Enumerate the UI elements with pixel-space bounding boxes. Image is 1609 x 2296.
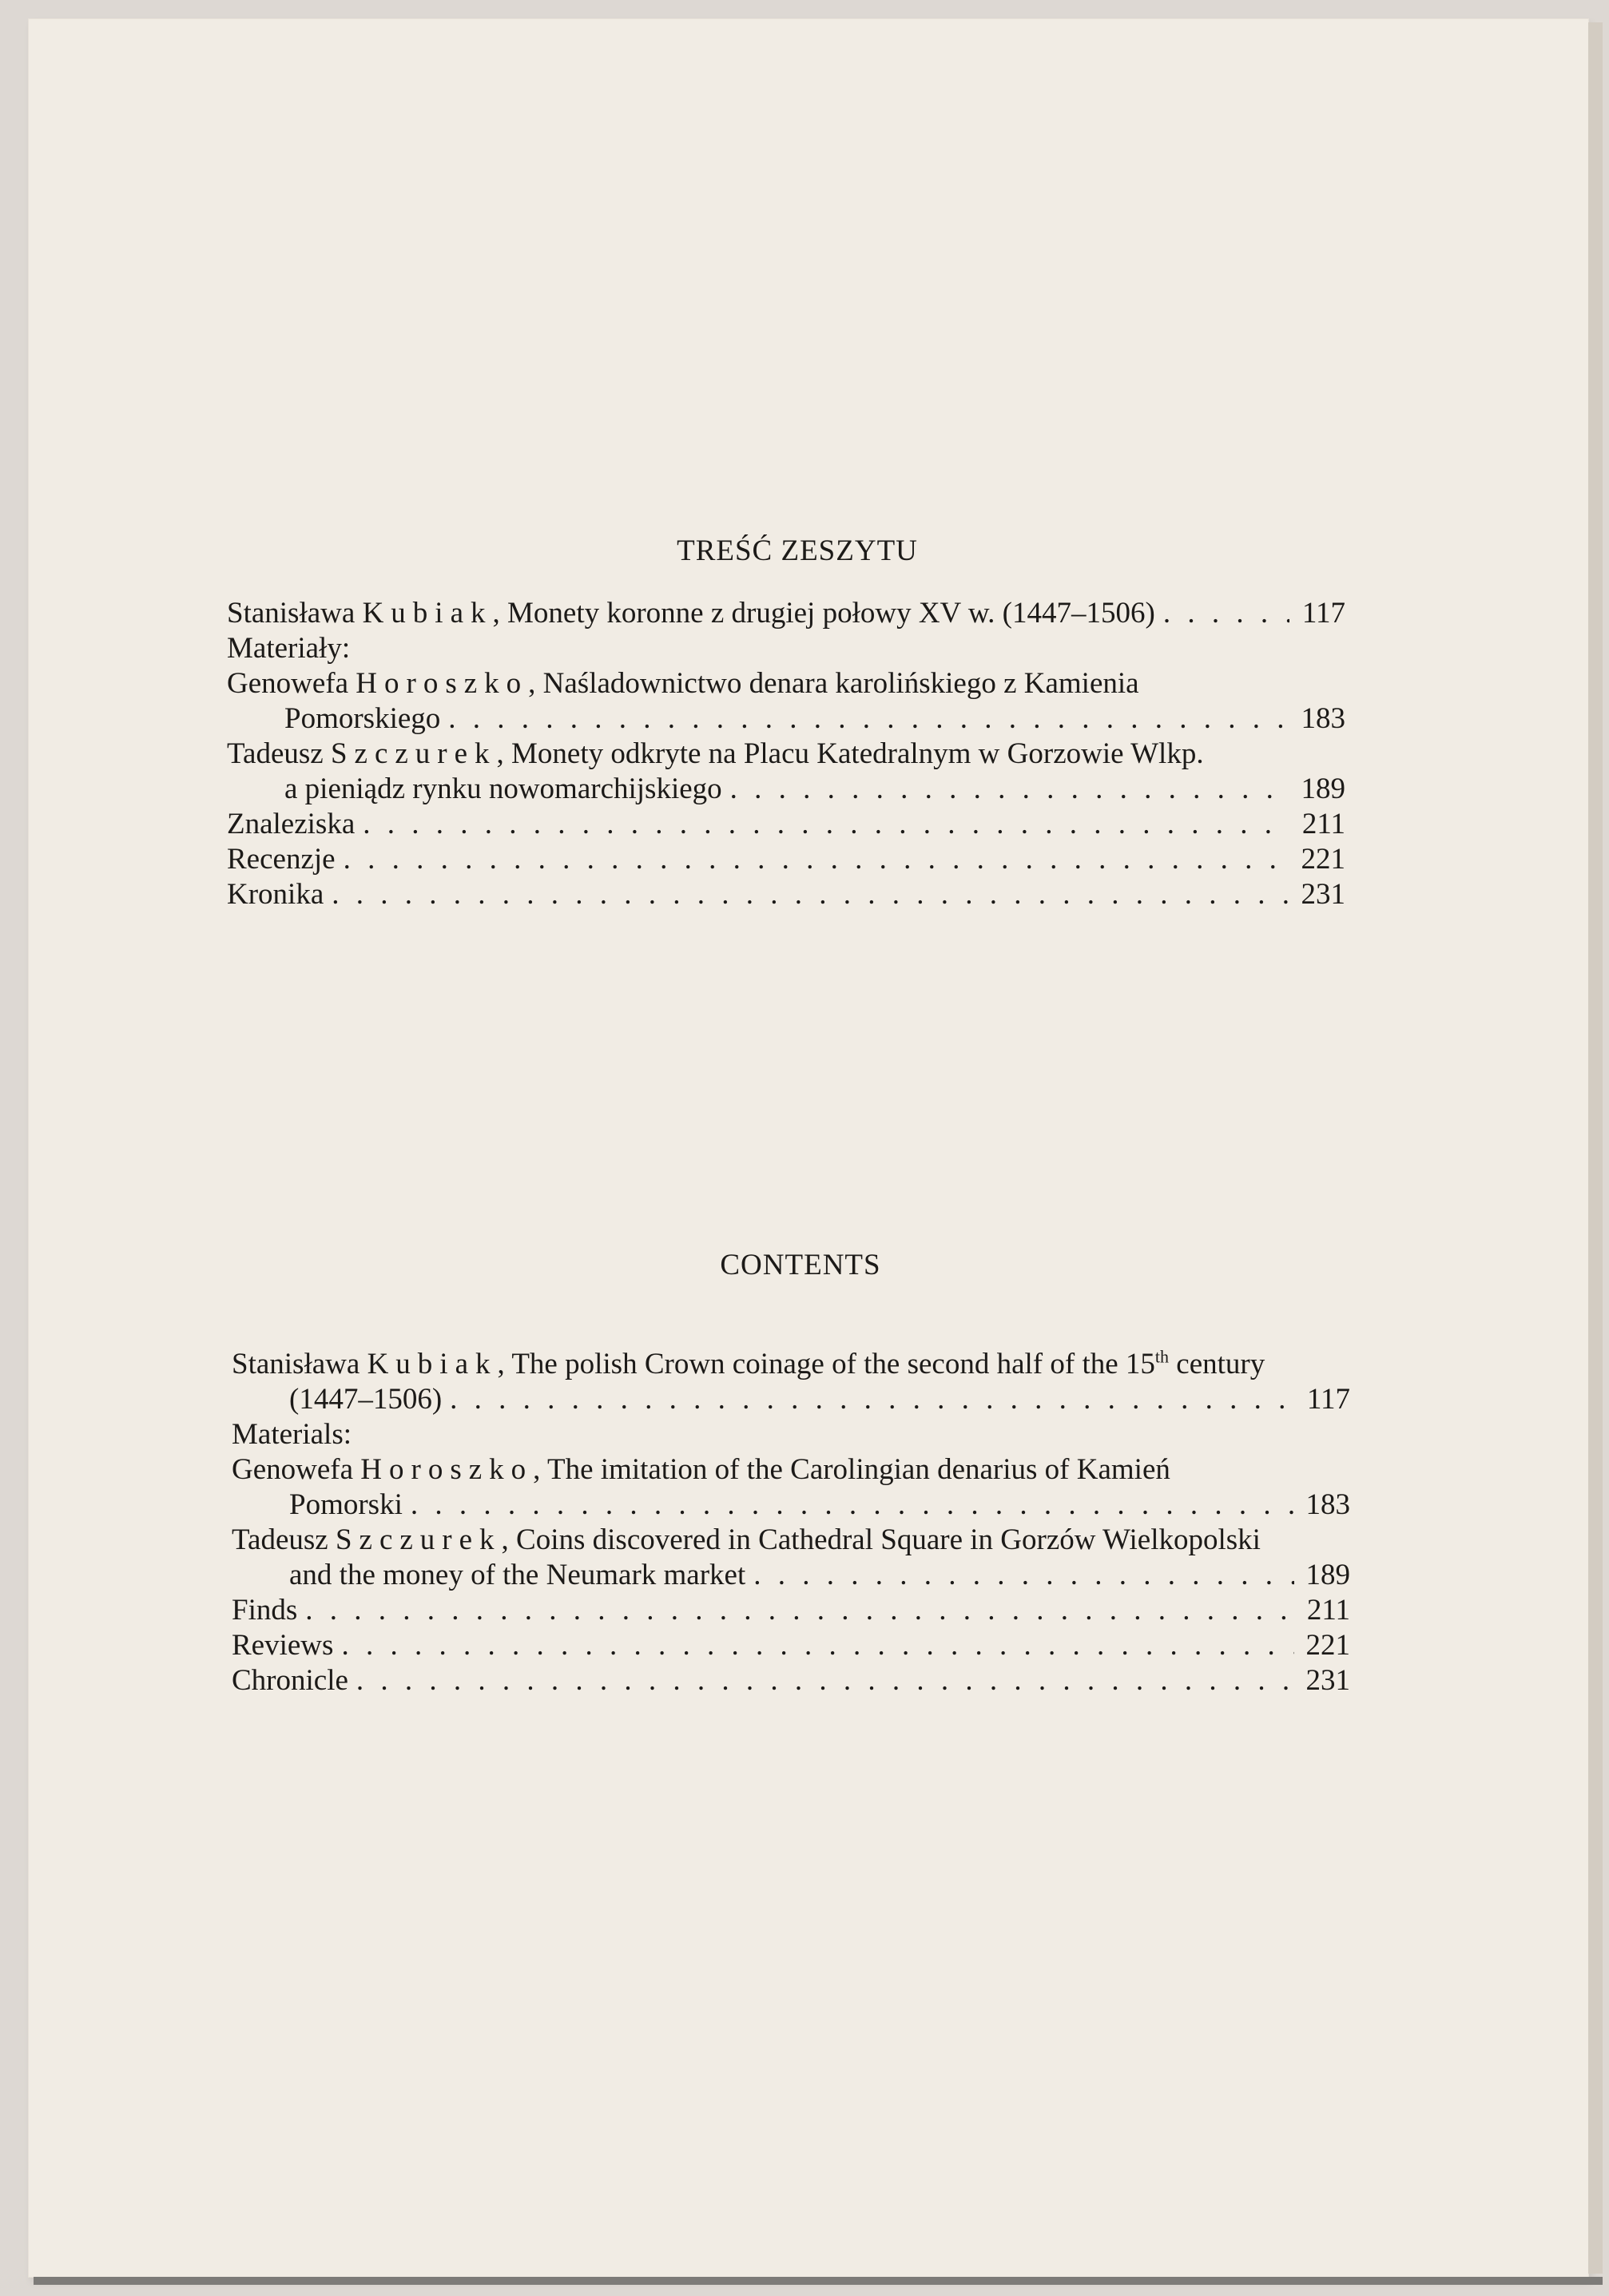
toc-entry-szczurek-en-line2[interactable]	[232, 1558, 1350, 1593]
author-last-name: Horoszko	[356, 667, 529, 700]
entry-title: Znaleziska	[227, 808, 356, 840]
entry-title-continuation: a pieniądz rynku nowomarchijskiego	[284, 773, 722, 805]
leader-dots	[753, 1558, 1294, 1593]
entry-title: , Naśladownictwo denara karolińskiego z Kamienia	[528, 667, 1139, 700]
toc-entry-horoszko-pl-line2[interactable]	[227, 701, 1345, 737]
leader-dots	[448, 701, 1289, 737]
toc-entry-reviews[interactable]	[232, 1628, 1350, 1663]
page-number: 221	[1305, 1629, 1350, 1662]
english-heading: CONTENTS	[720, 1249, 881, 1281]
entry-title-continuation: (1447–1506)	[289, 1383, 443, 1416]
leader-dots	[450, 1382, 1294, 1417]
toc-entry-kronika[interactable]	[227, 877, 1345, 912]
toc-entry-recenzje[interactable]	[227, 842, 1345, 877]
author-last-name: Kubiak	[362, 597, 493, 630]
leader-dots	[305, 1593, 1294, 1628]
entry-title: Reviews	[232, 1629, 334, 1662]
toc-entry-kubiak-en-line1[interactable]	[232, 1347, 1350, 1382]
entry-text	[232, 1347, 1265, 1382]
leader-dots	[356, 1663, 1294, 1698]
leader-dots	[341, 1628, 1294, 1663]
author-last-name: Szczurek	[335, 1523, 502, 1556]
author-first-name: Stanisława	[227, 597, 356, 630]
leader-dots	[332, 877, 1289, 912]
author-last-name: Szczurek	[330, 737, 497, 770]
page-number: 189	[1305, 1559, 1350, 1591]
author-first-name: Tadeusz	[232, 1523, 328, 1556]
polish-heading: TREŚĆ ZESZYTU	[677, 534, 918, 567]
entry-title: Kronika	[227, 878, 324, 911]
entry-title: , Monety odkryte na Placu Katedralnym w Gorzowie Wlkp.	[496, 737, 1204, 770]
entry-title: Chronicle	[232, 1664, 348, 1697]
entry-title-continuation: Pomorski	[289, 1488, 403, 1521]
leader-dots	[344, 842, 1289, 877]
entry-text	[227, 596, 1155, 631]
page-number: 211	[1301, 808, 1345, 840]
english-toc	[232, 1347, 1350, 1698]
toc-entry-szczurek-pl-line2[interactable]	[227, 772, 1345, 807]
author-last-name: Horoszko	[360, 1453, 534, 1486]
toc-section-label-pl	[227, 631, 1345, 666]
toc-entry-chronicle[interactable]	[232, 1663, 1350, 1698]
author-first-name: Tadeusz	[227, 737, 324, 770]
entry-text	[227, 666, 1139, 701]
page-sheet	[29, 19, 1588, 2277]
leader-dots	[363, 807, 1289, 842]
toc-entry-horoszko-en-line1[interactable]	[232, 1452, 1350, 1488]
leader-dots	[730, 772, 1289, 807]
section-label: Materials:	[232, 1418, 352, 1451]
page-number: 231	[1305, 1664, 1350, 1697]
author-last-name: Kubiak	[367, 1348, 498, 1380]
entry-title: , The polish Crown coinage of the second half of the 15	[497, 1348, 1155, 1380]
page-edge-right	[1588, 22, 1603, 2274]
toc-entry-horoszko-en-line2[interactable]	[232, 1488, 1350, 1523]
page-number: 117	[1301, 597, 1345, 630]
entry-title: , Monety koronne z drugiej połowy XV w. (1447–1506)	[492, 597, 1155, 630]
entry-text	[232, 1452, 1170, 1488]
author-first-name: Genowefa	[232, 1453, 354, 1486]
toc-entry-finds[interactable]	[232, 1593, 1350, 1628]
toc-entry-horoszko-pl-line1[interactable]	[227, 666, 1345, 701]
ordinal-superscript: th	[1154, 1346, 1170, 1367]
entry-title: Recenzje	[227, 843, 336, 876]
leader-dots	[1163, 596, 1289, 631]
entry-title-end: century	[1169, 1348, 1265, 1380]
toc-entry-szczurek-en-line1[interactable]	[232, 1523, 1350, 1558]
page-number: 183	[1305, 1488, 1350, 1521]
page-number: 231	[1301, 878, 1345, 911]
author-first-name: Stanisława	[232, 1348, 360, 1380]
page-edge-bottom	[34, 2277, 1603, 2285]
entry-title: , The imitation of the Carolingian denarius of Kamień	[533, 1453, 1170, 1486]
page-number: 117	[1306, 1383, 1350, 1416]
toc-entry-znaleziska[interactable]	[227, 807, 1345, 842]
toc-entry-kubiak-pl[interactable]	[227, 596, 1345, 631]
author-first-name: Genowefa	[227, 667, 349, 700]
leader-dots	[411, 1488, 1294, 1523]
entry-title: Finds	[232, 1594, 298, 1627]
entry-text	[232, 1523, 1261, 1558]
toc-section-label-en	[232, 1417, 1350, 1452]
entry-title-continuation: Pomorskiego	[284, 702, 441, 735]
page-number: 211	[1306, 1594, 1350, 1627]
page-number: 189	[1301, 773, 1345, 805]
page-number: 221	[1301, 843, 1345, 876]
toc-entry-kubiak-en-line2[interactable]	[232, 1382, 1350, 1417]
entry-text	[227, 737, 1204, 772]
entry-title: , Coins discovered in Cathedral Square in Gorzów Wielkopolski	[501, 1523, 1261, 1556]
toc-entry-szczurek-pl-line1[interactable]	[227, 737, 1345, 772]
entry-title-continuation: and the money of the Neumark market	[289, 1559, 746, 1591]
page-number: 183	[1301, 702, 1345, 735]
section-label: Materiały:	[227, 632, 351, 665]
polish-toc	[227, 596, 1345, 912]
